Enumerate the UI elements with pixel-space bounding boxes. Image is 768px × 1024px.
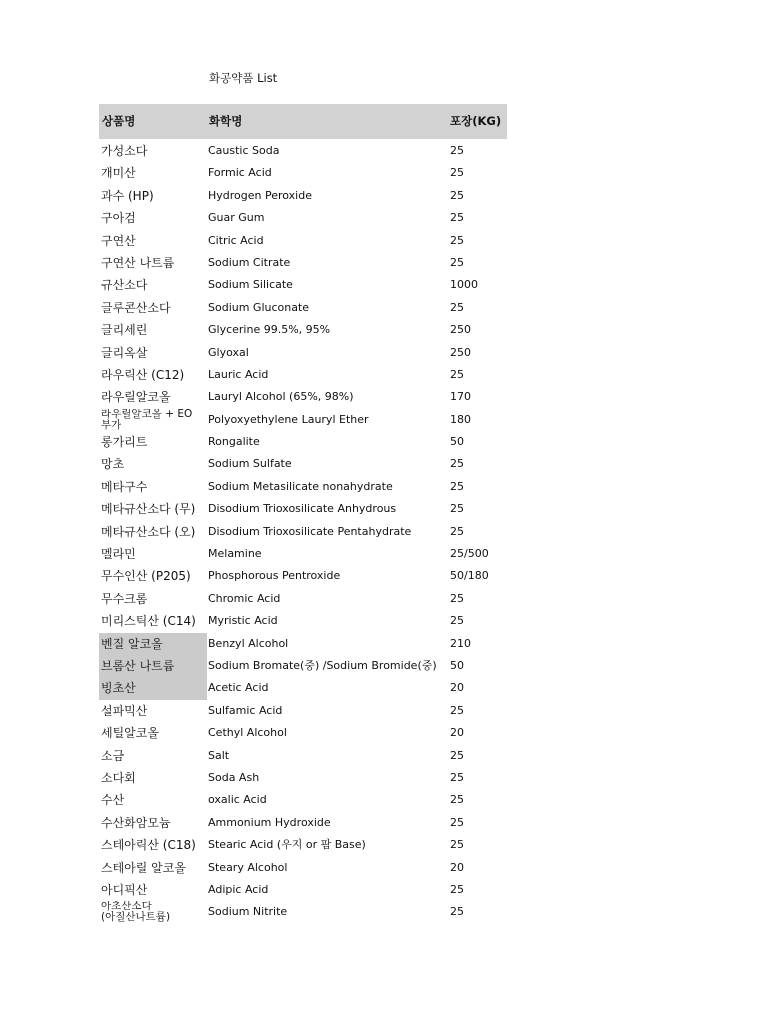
- product-name: 빙초산: [99, 677, 207, 699]
- chemical-name: Salt: [208, 748, 230, 762]
- table-row: [99, 767, 507, 789]
- product-name: 아디픽산: [101, 882, 148, 897]
- chemical-name: Disodium Trioxosilicate Pentahydrate: [208, 524, 412, 538]
- table-header: [99, 104, 507, 139]
- chemical-name: Disodium Trioxosilicate Anhydrous: [208, 502, 397, 516]
- chemical-name: Steary Alcohol: [208, 860, 288, 874]
- table-row: [99, 789, 507, 811]
- table-row: [99, 431, 507, 453]
- packing-kg: 25: [450, 748, 464, 762]
- chemical-name: Caustic Soda: [208, 144, 280, 157]
- product-name: 멜라민: [101, 547, 136, 562]
- packing-kg: 25: [450, 793, 464, 807]
- chemical-name: Polyoxyethylene Lauryl Ether: [208, 412, 369, 426]
- chemical-name: Lauric Acid: [208, 367, 269, 381]
- packing-kg: 25: [450, 502, 464, 516]
- product-name: 규산소다: [101, 278, 148, 293]
- packing-kg: 25: [450, 524, 464, 538]
- document-title: 화공약품 List: [209, 71, 278, 85]
- packing-kg: 25: [450, 905, 464, 919]
- product-name: 메타규산소다 (오): [101, 524, 196, 539]
- chemical-name: Phosphorous Pentroxide: [208, 569, 341, 583]
- packing-kg: 210: [450, 636, 471, 650]
- chemical-name: Sodium Citrate: [208, 255, 291, 269]
- chemical-name: Chromic Acid: [208, 591, 281, 605]
- product-name: 설파믹산: [101, 703, 148, 718]
- chemical-name: Lauryl Alcohol (65%, 98%): [208, 390, 354, 404]
- chemical-name: Sodium Metasilicate nonahydrate: [208, 479, 393, 493]
- chemical-name: Sodium Silicate: [208, 278, 293, 292]
- product-name: 무수크롬: [101, 591, 148, 606]
- product-name: 수산화암모늄: [101, 815, 171, 830]
- table-row: [99, 230, 507, 252]
- chemical-name: Cethyl Alcohol: [208, 726, 287, 740]
- table-row: [99, 677, 507, 699]
- table-body: [99, 140, 507, 924]
- table-row: [99, 588, 507, 610]
- product-name: 롱가리트: [101, 435, 148, 450]
- product-name: 글루콘산소다: [101, 300, 171, 315]
- packing-kg: 25/500: [450, 547, 489, 561]
- chemical-name: Ammonium Hydroxide: [208, 815, 331, 829]
- table-row: [99, 745, 507, 767]
- product-name: 수산: [101, 793, 125, 808]
- header-product: 상품명: [102, 114, 136, 128]
- packing-kg: 25: [450, 838, 464, 852]
- table-row: [99, 722, 507, 744]
- table-row: [99, 162, 507, 184]
- chemical-name: Adipic Acid: [208, 882, 269, 896]
- packing-kg: 170: [450, 390, 471, 404]
- chemical-name: Glycerine 99.5%, 95%: [208, 323, 331, 337]
- table-row: [99, 252, 507, 274]
- table-row: [99, 543, 507, 565]
- table-row: [99, 901, 507, 923]
- table-row: [99, 297, 507, 319]
- packing-kg: 25: [450, 233, 464, 247]
- packing-kg: 25: [450, 255, 464, 269]
- chemical-name: Citric Acid: [208, 233, 264, 247]
- product-name: 메타규산소다 (무): [101, 502, 196, 517]
- packing-kg: 25: [450, 211, 464, 225]
- table-row: [99, 834, 507, 856]
- product-name: 구연산 나트륨: [101, 255, 175, 270]
- table-row: [99, 140, 507, 162]
- product-name: 라우릴알코올: [101, 390, 171, 405]
- packing-kg: 50: [450, 658, 464, 672]
- table-row: [99, 185, 507, 207]
- packing-kg: 50: [450, 435, 464, 449]
- packing-kg: 25: [450, 614, 464, 628]
- header-packing: 포장(KG): [450, 114, 502, 128]
- packing-kg: 250: [450, 345, 471, 359]
- packing-kg: 25: [450, 166, 464, 180]
- chemical-name: Guar Gum: [208, 211, 265, 225]
- chemical-name: Benzyl Alcohol: [208, 636, 289, 650]
- table-row: [99, 610, 507, 632]
- product-name: 아초산소다 (아질산나트륨): [101, 901, 171, 924]
- table-row: [99, 879, 507, 901]
- chemical-name: oxalic Acid: [208, 793, 267, 807]
- chemical-name: Sodium Gluconate: [208, 300, 310, 314]
- table-row: [99, 319, 507, 341]
- product-name: 소다회: [101, 770, 136, 785]
- packing-kg: 25: [450, 591, 464, 605]
- packing-kg: 25: [450, 815, 464, 829]
- chemical-name: Acetic Acid: [208, 681, 269, 695]
- product-name: 개미산: [101, 166, 136, 181]
- packing-kg: 25: [450, 703, 464, 717]
- packing-kg: 25: [450, 144, 464, 157]
- chemical-name: Glyoxal: [208, 345, 249, 359]
- packing-kg: 20: [450, 681, 464, 695]
- table-row: [99, 476, 507, 498]
- product-name: 과수 (HP): [101, 188, 154, 203]
- table-row: [99, 453, 507, 475]
- product-name: 세틸알코올: [101, 726, 159, 741]
- chemical-name: Sulfamic Acid: [208, 703, 283, 717]
- table-row: [99, 633, 507, 655]
- product-name: 미리스틱산 (C14): [101, 614, 196, 629]
- table-row: [99, 207, 507, 229]
- table-row: [99, 274, 507, 296]
- table-row: [99, 655, 507, 677]
- chemical-name: Hydrogen Peroxide: [208, 188, 312, 202]
- chemical-name: Melamine: [208, 547, 262, 561]
- product-name: 라우릴알코올 + EO 부가: [101, 408, 193, 431]
- packing-kg: 25: [450, 479, 464, 493]
- table-row: [99, 498, 507, 520]
- product-name: 브롬산 나트륨: [99, 655, 207, 677]
- product-name: 소금: [101, 748, 125, 763]
- product-name: 스테아릭산 (C18): [101, 838, 196, 853]
- product-name: 메타구수: [101, 479, 148, 494]
- table-row: [99, 386, 507, 408]
- chemical-name: Soda Ash: [208, 770, 260, 784]
- packing-kg: 25: [450, 457, 464, 471]
- packing-kg: 50/180: [450, 569, 489, 583]
- table-row: [99, 409, 507, 431]
- packing-kg: 25: [450, 367, 464, 381]
- product-name: 글리세린: [101, 323, 148, 338]
- product-name: 벤질 알코올: [99, 633, 207, 655]
- chemical-name: Myristic Acid: [208, 614, 278, 628]
- product-name: 스테아릴 알코올: [101, 860, 186, 875]
- table-row: [99, 700, 507, 722]
- header-chemical: 화학명: [209, 114, 243, 128]
- product-name: 무수인산 (P205): [101, 569, 191, 584]
- chemical-name: Formic Acid: [208, 166, 272, 180]
- chemical-name: Sodium Bromate(중) /Sodium Bromide(중): [208, 658, 437, 672]
- product-name: 구연산: [101, 233, 136, 248]
- packing-kg: 20: [450, 726, 464, 740]
- packing-kg: 25: [450, 300, 464, 314]
- packing-kg: 25: [450, 770, 464, 784]
- table-row: [99, 812, 507, 834]
- packing-kg: 180: [450, 412, 471, 426]
- packing-kg: 250: [450, 323, 471, 337]
- chemical-name: Rongalite: [208, 435, 260, 449]
- table-row: [99, 521, 507, 543]
- chemical-name: Sodium Nitrite: [208, 905, 288, 919]
- product-name: 가성소다: [101, 144, 148, 158]
- product-name: 망초: [101, 457, 125, 472]
- chemical-name: Sodium Sulfate: [208, 457, 292, 471]
- product-name: 구아검: [101, 211, 136, 226]
- table-row: [99, 342, 507, 364]
- chemical-name: Stearic Acid (우지 or 팜 Base): [208, 838, 366, 852]
- product-name: 라우릭산 (C12): [101, 367, 185, 382]
- table-row: [99, 364, 507, 386]
- packing-kg: 1000: [450, 278, 478, 292]
- table-row: [99, 857, 507, 879]
- product-name: 글리옥살: [101, 345, 148, 360]
- table-row: [99, 565, 507, 587]
- packing-kg: 20: [450, 860, 464, 874]
- packing-kg: 25: [450, 882, 464, 896]
- packing-kg: 25: [450, 188, 464, 202]
